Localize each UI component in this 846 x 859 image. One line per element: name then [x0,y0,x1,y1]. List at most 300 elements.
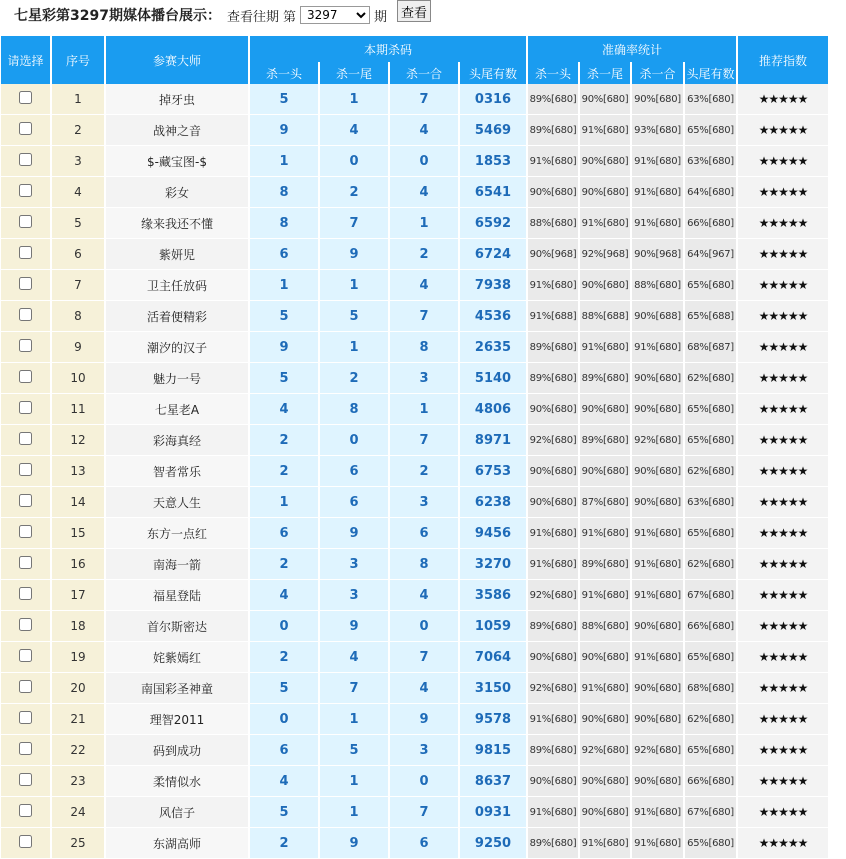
recommend-stars: ★★★★★ [738,549,828,580]
kill-digits-value: 7064 [460,642,526,673]
master-name: 紫妍児 [106,239,248,270]
table-row [1,518,828,549]
acc-sum-value: 91%[680] [632,332,683,363]
acc-digits-value: 65%[680] [685,828,736,859]
kill-head-value: 5 [250,84,318,115]
row-select-cell [1,394,50,425]
row-checkbox[interactable] [19,494,32,507]
table-row [1,580,828,611]
acc-digits-value: 62%[680] [685,549,736,580]
row-index: 7 [52,270,104,301]
table-row [1,177,828,208]
table-row [1,456,828,487]
kill-tail-value: 8 [320,394,388,425]
kill-head-value: 2 [250,549,318,580]
kill-sum-value: 3 [390,487,458,518]
acc-sum-value: 91%[680] [632,518,683,549]
master-name: 潮汐的汉子 [106,332,248,363]
row-index: 19 [52,642,104,673]
acc-sum-value: 91%[680] [632,642,683,673]
row-select-cell [1,611,50,642]
acc-tail-value: 88%[680] [580,611,630,642]
sub-kill-digits: 头尾有数 [460,62,526,84]
kill-tail-value: 2 [320,177,388,208]
kill-tail-value: 3 [320,580,388,611]
row-checkbox[interactable] [19,804,32,817]
acc-head-value: 91%[680] [528,797,578,828]
acc-sum-value: 91%[680] [632,549,683,580]
acc-head-value: 90%[680] [528,766,578,797]
kill-head-value: 4 [250,766,318,797]
table-row [1,363,828,394]
row-index: 3 [52,146,104,177]
acc-digits-value: 63%[680] [685,487,736,518]
acc-digits-value: 67%[680] [685,580,736,611]
row-select-cell [1,704,50,735]
table-row [1,394,828,425]
acc-sum-value: 93%[680] [632,115,683,146]
kill-tail-value: 6 [320,456,388,487]
row-checkbox[interactable] [19,308,32,321]
master-name: 东湖高师 [106,828,248,859]
recommend-stars: ★★★★★ [738,394,828,425]
recommend-stars: ★★★★★ [738,301,828,332]
row-index: 16 [52,549,104,580]
kill-digits-value: 9815 [460,735,526,766]
table-row [1,487,828,518]
acc-sum-value: 91%[680] [632,580,683,611]
table-row [1,270,828,301]
kill-tail-value: 9 [320,828,388,859]
acc-digits-value: 67%[680] [685,797,736,828]
acc-tail-value: 89%[680] [580,425,630,456]
acc-tail-value: 91%[680] [580,828,630,859]
row-index: 4 [52,177,104,208]
page-title: 七星彩第3297期媒体播台展示： [14,8,221,24]
master-name: 彩女 [106,177,248,208]
acc-head-value: 90%[680] [528,487,578,518]
row-checkbox[interactable] [19,277,32,290]
row-checkbox[interactable] [19,432,32,445]
kill-digits-value: 6592 [460,208,526,239]
acc-sum-value: 91%[680] [632,208,683,239]
table-row [1,828,828,859]
acc-head-value: 91%[680] [528,518,578,549]
view-past-label: 查看往期 [226,9,279,25]
kill-sum-value: 0 [390,766,458,797]
row-checkbox[interactable] [19,835,32,848]
master-name: 理智2011 [106,704,248,735]
acc-sum-value: 91%[680] [632,146,683,177]
row-checkbox[interactable] [19,339,32,352]
kill-digits-value: 6724 [460,239,526,270]
row-index: 5 [52,208,104,239]
row-checkbox[interactable] [19,215,32,228]
recommend-stars: ★★★★★ [738,332,828,363]
kill-sum-value: 7 [390,797,458,828]
kill-digits-value: 3150 [460,673,526,704]
row-index: 25 [52,828,104,859]
acc-tail-value: 88%[688] [580,301,630,332]
kill-digits-value: 3586 [460,580,526,611]
kill-head-value: 5 [250,301,318,332]
row-select-cell [1,735,50,766]
acc-digits-value: 65%[680] [685,642,736,673]
acc-head-value: 89%[680] [528,828,578,859]
row-select-cell [1,208,50,239]
kill-head-value: 6 [250,735,318,766]
acc-head-value: 90%[680] [528,456,578,487]
kill-head-value: 1 [250,487,318,518]
acc-sum-value: 92%[680] [632,425,683,456]
acc-tail-value: 91%[680] [580,580,630,611]
acc-tail-value: 90%[680] [580,84,630,115]
kill-head-value: 2 [250,425,318,456]
master-name: 七星老A [106,394,248,425]
row-select-cell [1,425,50,456]
kill-sum-value: 7 [390,425,458,456]
row-index: 12 [52,425,104,456]
kill-digits-value: 8637 [460,766,526,797]
row-index: 18 [52,611,104,642]
kill-sum-value: 7 [390,642,458,673]
row-checkbox[interactable] [19,618,32,631]
row-checkbox[interactable] [19,91,32,104]
acc-tail-value: 90%[680] [580,704,630,735]
table-row [1,642,828,673]
kill-digits-value: 9250 [460,828,526,859]
kill-head-value: 0 [250,611,318,642]
recommend-stars: ★★★★★ [738,84,828,115]
acc-tail-value: 90%[680] [580,270,630,301]
kill-sum-value: 4 [390,177,458,208]
kill-tail-value: 7 [320,208,388,239]
acc-head-value: 91%[680] [528,704,578,735]
kill-head-value: 1 [250,146,318,177]
acc-tail-value: 90%[680] [580,177,630,208]
table-row [1,301,828,332]
kill-tail-value: 5 [320,735,388,766]
master-name: 首尔斯密达 [106,611,248,642]
acc-head-value: 92%[680] [528,673,578,704]
acc-sum-value: 92%[680] [632,735,683,766]
kill-sum-value: 6 [390,828,458,859]
row-checkbox[interactable] [19,184,32,197]
kill-digits-value: 6238 [460,487,526,518]
kill-tail-value: 6 [320,487,388,518]
recommend-stars: ★★★★★ [738,487,828,518]
table-row [1,735,828,766]
row-select-cell [1,239,50,270]
acc-head-value: 92%[680] [528,425,578,456]
acc-sum-value: 90%[680] [632,487,683,518]
row-checkbox[interactable] [19,556,32,569]
acc-head-value: 91%[680] [528,146,578,177]
recommend-stars: ★★★★★ [738,735,828,766]
recommend-stars: ★★★★★ [738,704,828,735]
row-index: 2 [52,115,104,146]
master-name: $-藏宝图-$ [106,146,248,177]
acc-head-value: 90%[680] [528,394,578,425]
master-name: 风信子 [106,797,248,828]
row-checkbox[interactable] [19,711,32,724]
acc-head-value: 92%[680] [528,580,578,611]
acc-digits-value: 68%[687] [685,332,736,363]
acc-tail-value: 92%[968] [580,239,630,270]
kill-tail-value: 7 [320,673,388,704]
master-name: 天意人生 [106,487,248,518]
view-button[interactable]: 查看 [397,0,431,22]
acc-sum-value: 90%[680] [632,766,683,797]
row-select-cell [1,518,50,549]
acc-tail-value: 87%[680] [580,487,630,518]
period-suffix: 期 [374,9,388,25]
row-index: 17 [52,580,104,611]
table-row [1,673,828,704]
kill-head-value: 1 [250,270,318,301]
kill-tail-value: 3 [320,549,388,580]
master-name: 战神之音 [106,115,248,146]
master-name: 南海一箭 [106,549,248,580]
kill-digits-value: 6541 [460,177,526,208]
recommend-stars: ★★★★★ [738,828,828,859]
table-row [1,797,828,828]
row-checkbox[interactable] [19,401,32,414]
acc-digits-value: 64%[680] [685,177,736,208]
acc-tail-value: 89%[680] [580,363,630,394]
kill-tail-value: 9 [320,518,388,549]
table-row [1,146,828,177]
recommend-stars: ★★★★★ [738,766,828,797]
acc-digits-value: 66%[680] [685,766,736,797]
recommend-stars: ★★★★★ [738,518,828,549]
acc-head-value: 91%[680] [528,549,578,580]
sub-acc-head: 杀一头 [528,62,578,84]
row-checkbox[interactable] [19,153,32,166]
period-prefix: 第 [282,9,296,25]
row-checkbox[interactable] [19,370,32,383]
kill-sum-value: 8 [390,332,458,363]
kill-head-value: 0 [250,704,318,735]
table-body [1,84,828,859]
kill-tail-value: 0 [320,146,388,177]
row-checkbox[interactable] [19,680,32,693]
master-name: 柔情似水 [106,766,248,797]
row-index: 8 [52,301,104,332]
row-select-cell [1,84,50,115]
recommend-stars: ★★★★★ [738,239,828,270]
kill-sum-value: 1 [390,208,458,239]
kill-sum-value: 4 [390,673,458,704]
row-index: 1 [52,84,104,115]
acc-head-value: 89%[680] [528,611,578,642]
kill-tail-value: 9 [320,611,388,642]
acc-sum-value: 90%[680] [632,611,683,642]
kill-head-value: 4 [250,580,318,611]
kill-head-value: 9 [250,115,318,146]
kill-sum-value: 2 [390,239,458,270]
kill-head-value: 4 [250,394,318,425]
acc-tail-value: 90%[680] [580,456,630,487]
recommend-stars: ★★★★★ [738,425,828,456]
acc-sum-value: 90%[680] [632,84,683,115]
row-select-cell [1,797,50,828]
kill-head-value: 6 [250,239,318,270]
recommend-stars: ★★★★★ [738,797,828,828]
row-select-cell [1,549,50,580]
row-select-cell [1,766,50,797]
row-select-cell [1,270,50,301]
recommend-stars: ★★★★★ [738,363,828,394]
master-name: 彩海真经 [106,425,248,456]
kill-digits-value: 4806 [460,394,526,425]
acc-tail-value: 90%[680] [580,797,630,828]
kill-tail-value: 4 [320,642,388,673]
acc-sum-value: 88%[680] [632,270,683,301]
row-checkbox[interactable] [19,587,32,600]
master-name: 活着便精彩 [106,301,248,332]
kill-digits-value: 4536 [460,301,526,332]
kill-digits-value: 6753 [460,456,526,487]
kill-sum-value: 9 [390,704,458,735]
row-checkbox[interactable] [19,122,32,135]
acc-head-value: 89%[680] [528,84,578,115]
row-select-cell [1,363,50,394]
recommend-stars: ★★★★★ [738,456,828,487]
kill-head-value: 5 [250,363,318,394]
kill-head-value: 5 [250,673,318,704]
kill-sum-value: 6 [390,518,458,549]
acc-digits-value: 62%[680] [685,363,736,394]
master-name: 魅力一号 [106,363,248,394]
acc-tail-value: 91%[680] [580,673,630,704]
table-row [1,332,828,363]
row-select-cell [1,115,50,146]
acc-digits-value: 65%[680] [685,394,736,425]
kill-sum-value: 4 [390,115,458,146]
row-index: 14 [52,487,104,518]
kill-sum-value: 3 [390,735,458,766]
row-index: 15 [52,518,104,549]
acc-sum-value: 90%[680] [632,673,683,704]
acc-sum-value: 90%[680] [632,394,683,425]
kill-digits-value: 1059 [460,611,526,642]
row-select-cell [1,301,50,332]
kill-digits-value: 0316 [460,84,526,115]
row-index: 13 [52,456,104,487]
kill-sum-value: 4 [390,270,458,301]
acc-head-value: 90%[680] [528,642,578,673]
row-index: 24 [52,797,104,828]
row-checkbox[interactable] [19,742,32,755]
table-row [1,239,828,270]
acc-head-value: 91%[680] [528,270,578,301]
acc-head-value: 88%[680] [528,208,578,239]
row-checkbox[interactable] [19,525,32,538]
row-select-cell [1,332,50,363]
kill-sum-value: 2 [390,456,458,487]
row-select-cell [1,580,50,611]
table-row [1,425,828,456]
recommend-stars: ★★★★★ [738,208,828,239]
kill-head-value: 2 [250,828,318,859]
kill-head-value: 2 [250,642,318,673]
kill-sum-value: 3 [390,363,458,394]
row-checkbox[interactable] [19,649,32,662]
col-index-header: 序号 [52,36,104,84]
kill-digits-value: 9456 [460,518,526,549]
kill-tail-value: 1 [320,766,388,797]
acc-sum-value: 91%[680] [632,177,683,208]
master-name: 卫主任放码 [106,270,248,301]
row-select-cell [1,177,50,208]
period-select[interactable] [300,6,370,24]
row-select-cell [1,456,50,487]
row-checkbox[interactable] [19,773,32,786]
acc-sum-value: 91%[680] [632,828,683,859]
master-name: 智者常乐 [106,456,248,487]
table-row [1,766,828,797]
acc-digits-value: 65%[688] [685,301,736,332]
acc-digits-value: 64%[967] [685,239,736,270]
row-checkbox[interactable] [19,463,32,476]
kill-tail-value: 9 [320,239,388,270]
acc-tail-value: 91%[680] [580,332,630,363]
kill-digits-value: 2635 [460,332,526,363]
acc-sum-value: 90%[680] [632,456,683,487]
row-select-cell [1,642,50,673]
kill-tail-value: 5 [320,301,388,332]
acc-tail-value: 91%[680] [580,115,630,146]
kill-digits-value: 8971 [460,425,526,456]
kill-digits-value: 0931 [460,797,526,828]
acc-tail-value: 90%[680] [580,642,630,673]
row-index: 9 [52,332,104,363]
acc-sum-value: 90%[680] [632,704,683,735]
recommend-stars: ★★★★★ [738,673,828,704]
kill-head-value: 8 [250,208,318,239]
kill-head-value: 2 [250,456,318,487]
acc-digits-value: 62%[680] [685,456,736,487]
acc-digits-value: 66%[680] [685,611,736,642]
table-row [1,611,828,642]
kill-head-value: 9 [250,332,318,363]
acc-digits-value: 62%[680] [685,704,736,735]
recommend-stars: ★★★★★ [738,115,828,146]
acc-head-value: 90%[968] [528,239,578,270]
recommend-stars: ★★★★★ [738,177,828,208]
acc-tail-value: 90%[680] [580,766,630,797]
col-master-header: 参赛大师 [106,36,248,84]
recommend-stars: ★★★★★ [738,270,828,301]
top-bar [0,0,846,30]
sub-acc-digits: 头尾有数 [685,62,736,84]
row-checkbox[interactable] [19,246,32,259]
recommend-stars: ★★★★★ [738,580,828,611]
sub-acc-tail: 杀一尾 [580,62,630,84]
acc-digits-value: 65%[680] [685,270,736,301]
row-index: 6 [52,239,104,270]
master-name: 码到成功 [106,735,248,766]
sub-kill-tail: 杀一尾 [320,62,388,84]
kill-digits-value: 3270 [460,549,526,580]
sub-kill-sum: 杀一合 [390,62,458,84]
col-select-header: 请选择 [1,36,50,84]
acc-tail-value: 91%[680] [580,518,630,549]
acc-head-value: 90%[680] [528,177,578,208]
kill-head-value: 5 [250,797,318,828]
acc-head-value: 89%[680] [528,735,578,766]
